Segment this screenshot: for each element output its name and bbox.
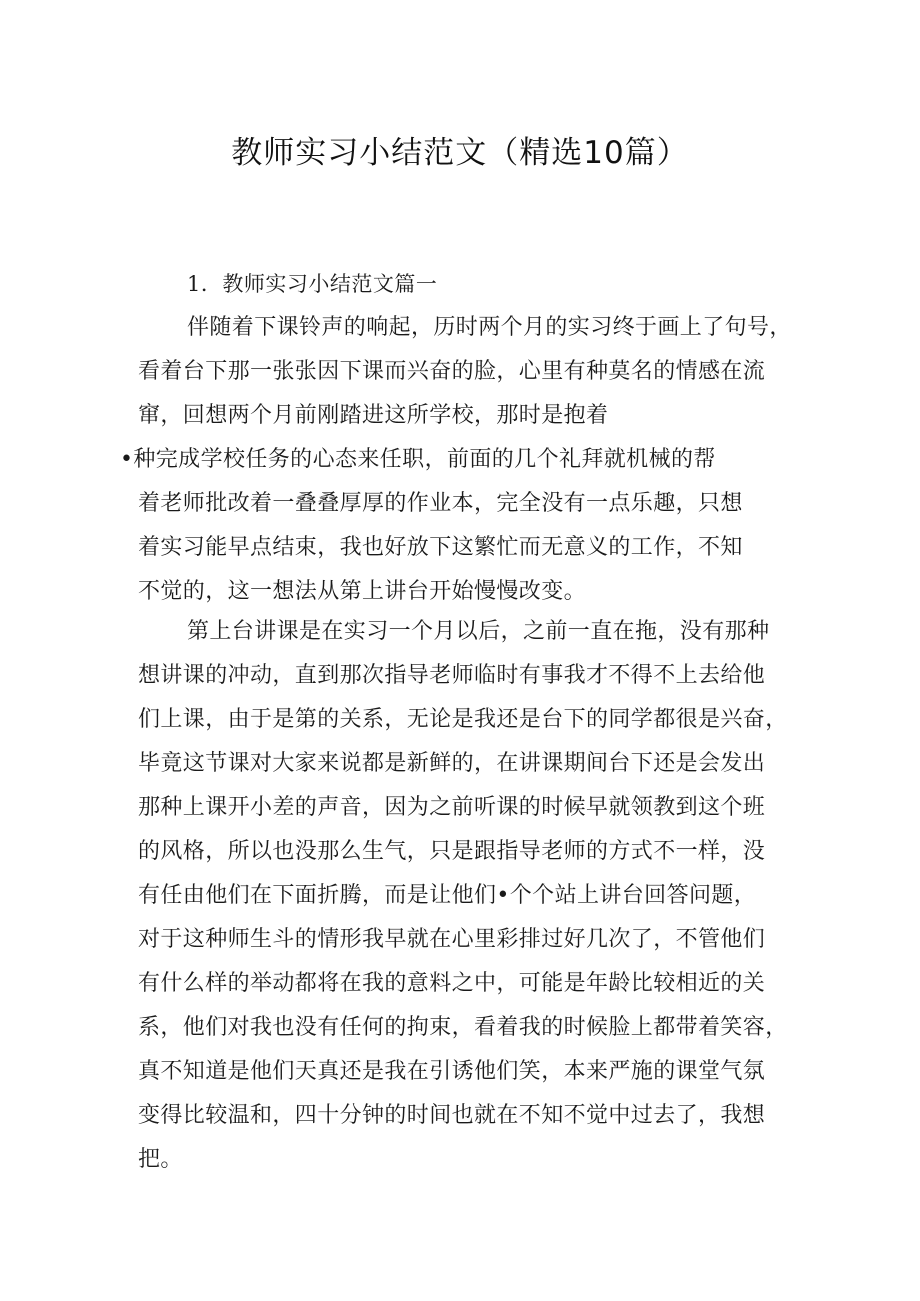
paragraph-line: 伴随着下课铃声的响起，历时两个月的实习终于画上了句号， <box>187 315 792 340</box>
paragraph-1 <box>120 306 792 614</box>
paragraph-line: 有任由他们在下面折腾，而是让他们•个个站上讲台回答问题， <box>138 883 757 908</box>
paragraph-line: 真不知道是他们天真还是我在引诱他们笑，本来严施的课堂气氛 <box>138 1059 766 1084</box>
paragraph-line: •种完成学校任务的心态来任职，前面的几个礼拜就机械的帮 <box>120 447 716 472</box>
paragraph-line: 着实习能早点结束，我也好放下这繁忙而无意义的工作，不知 <box>138 535 743 560</box>
paragraph-line: 第上台讲课是在实习一个月以后，之前一直在拖，没有那种 <box>187 619 770 644</box>
paragraph-line: 对于这种师生斗的情形我早就在心里彩排过好几次了，不管他们 <box>138 927 766 952</box>
paragraph-line: 系，他们对我也没有任何的拘束，看着我的时候脸上都带着笑容， <box>138 1015 788 1040</box>
paragraph-line: 有什么样的举动都将在我的意料之中，可能是年龄比较相近的关 <box>138 971 766 996</box>
paragraph-line: 变得比较温和，四十分钟的时间也就在不知不觉中过去了，我想 <box>138 1103 766 1128</box>
paragraph-line: 想讲课的冲动，直到那次指导老师临时有事我才不得不上去给他 <box>138 663 766 688</box>
paragraph-2 <box>138 610 788 1182</box>
paragraph-line: 的风格，所以也没那么生气，只是跟指导老师的方式不一样，没 <box>138 839 766 864</box>
paragraph-line: 们上课，由于是第的关系，无论是我还是台下的同学都很是兴奋， <box>138 707 788 732</box>
paragraph-line: 着老师批改着一叠叠厚厚的作业本，完全没有一点乐趣，只想 <box>138 491 743 516</box>
section-heading: 1．教师实习小结范文篇一 <box>187 272 438 296</box>
paragraph-line: 那种上课开小差的声音，因为之前听课的时候早就领教到这个班 <box>138 795 766 820</box>
paragraph-line: 把。 <box>138 1147 183 1172</box>
paragraph-line: 窜，回想两个月前刚踏进这所学校，那时是抱着 <box>138 403 609 428</box>
paragraph-line: 不觉的，这一想法从第上讲台开始慢慢改变。 <box>138 579 587 604</box>
paragraph-line: 看着台下那一张张因下课而兴奋的脸，心里有种莫名的情感在流 <box>138 359 766 384</box>
document-title: 教师实习小结范文（精选10篇） <box>231 135 689 171</box>
paragraph-line: 毕竟这节课对大家来说都是新鲜的，在讲课期间台下还是会发出 <box>138 751 766 776</box>
